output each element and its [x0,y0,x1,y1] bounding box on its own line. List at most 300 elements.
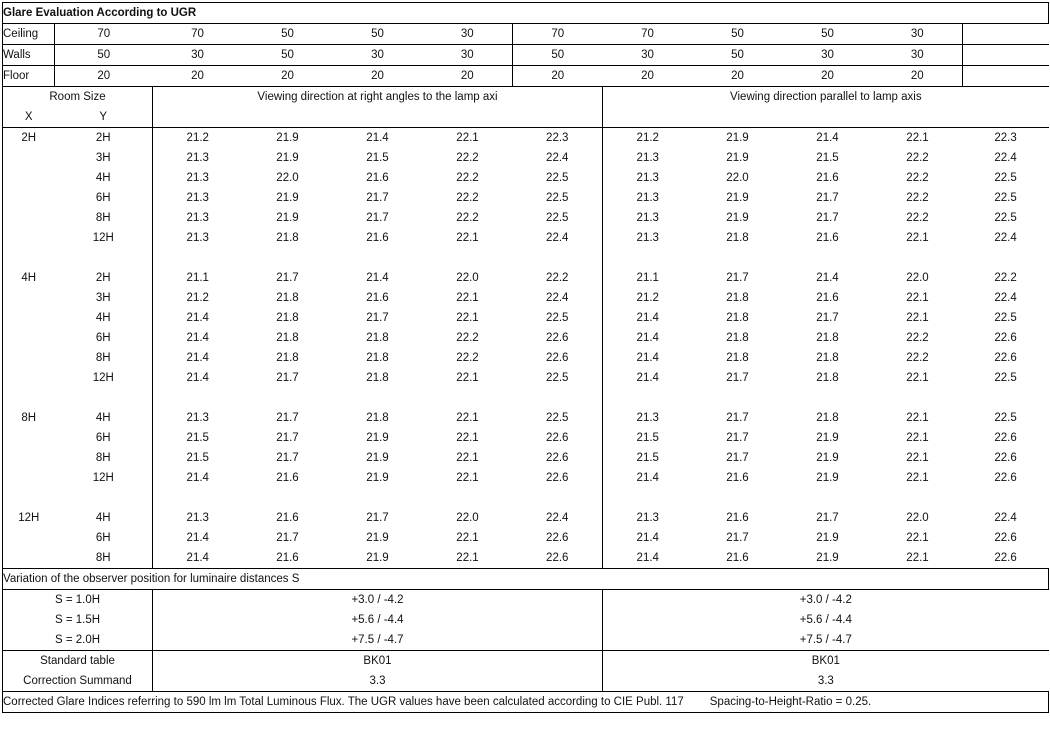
ugr-value-parallel: 22.1 [906,132,929,144]
ugr-value-parallel: 21.8 [726,292,749,304]
ugr-value-parallel: 21.2 [636,132,659,144]
ugr-value-parallel: 21.3 [636,192,659,204]
ugr-value-perpendicular: 21.9 [276,192,299,204]
ugr-value-perpendicular: 21.7 [276,432,299,444]
ugr-table [2,2,1049,713]
reflectance-value: 30 [873,24,963,45]
ugr-value-perpendicular [333,248,423,268]
reflectance-value: 50 [55,45,153,66]
ugr-value-parallel [603,388,693,408]
ugr-value-perpendicular: 21.3 [186,192,209,204]
ugr-value-perpendicular [513,248,603,268]
ugr-value-perpendicular: 22.5 [513,168,603,188]
ugr-value-perpendicular: 22.4 [513,228,603,248]
reflectance-value: 50 [513,45,603,66]
ugr-value-parallel: 22.1 [906,452,929,464]
reflectance-row-ceiling [3,24,1049,45]
reflectance-label: Walls [3,45,55,66]
footer-row [3,692,1049,713]
room-size-x [3,448,55,468]
ugr-value-perpendicular: 22.2 [513,268,603,288]
ugr-value-perpendicular: 22.1 [456,312,479,324]
ugr-value-perpendicular: 21.6 [366,292,389,304]
ugr-value-parallel: 22.1 [906,432,929,444]
correction-summand-row [3,671,1049,692]
ugr-value-perpendicular: 21.8 [276,312,299,324]
variation-label: S = 1.5H [3,610,153,630]
table-row [3,208,1049,228]
reflectance-value: 30 [423,45,513,66]
room-size-y [55,248,153,268]
standard-table-value-parallel: BK01 [603,651,1049,672]
variation-value-perpendicular: +5.6 / -4.4 [153,610,603,630]
ugr-value-parallel: 21.8 [726,312,749,324]
reflectance-value: 50 [243,45,333,66]
ugr-value-parallel: 21.4 [636,332,659,344]
ugr-value-perpendicular: 21.7 [276,272,299,284]
ugr-value-parallel: 22.2 [906,332,929,344]
ugr-value-parallel: 21.6 [816,292,839,304]
ugr-value-perpendicular [333,488,423,508]
ugr-value-perpendicular: 21.4 [366,272,389,284]
ugr-value-perpendicular: 21.9 [366,432,389,444]
standard-table-row [3,651,1049,672]
ugr-value-perpendicular: 21.3 [186,512,209,524]
ugr-value-parallel: 21.6 [816,172,839,184]
table-row [3,408,1049,428]
room-size-x [3,468,55,488]
ugr-value-perpendicular: 21.4 [366,132,389,144]
ugr-value-perpendicular: 22.2 [456,192,479,204]
ugr-value-parallel [603,248,693,268]
spacer-cell [963,24,1049,45]
ugr-value-parallel: 21.7 [726,432,749,444]
ugr-value-parallel: 22.1 [906,552,929,564]
ugr-value-perpendicular: 22.4 [513,508,603,528]
ugr-value-perpendicular [423,388,513,408]
ugr-value-perpendicular: 21.8 [276,352,299,364]
ugr-value-perpendicular: 21.5 [366,152,389,164]
room-size-x: 2H [3,128,55,149]
reflectance-value: 30 [783,45,873,66]
ugr-value-perpendicular: 21.3 [186,412,209,424]
reflectance-value: 70 [55,24,153,45]
ugr-value-parallel: 21.9 [726,212,749,224]
reflectance-value: 50 [693,45,783,66]
ugr-value-perpendicular: 21.4 [186,332,209,344]
group-header-perpendicular: Viewing direction at right angles to the lamp axi [153,87,603,108]
xy-header-spacer [513,107,603,128]
ugr-value-parallel: 21.7 [816,312,839,324]
ugr-value-perpendicular: 22.3 [513,128,603,149]
ugr-value-parallel: 21.6 [726,512,749,524]
ugr-value-parallel [963,248,1049,268]
ugr-value-parallel: 21.3 [636,232,659,244]
room-size-x [3,188,55,208]
ugr-value-parallel: 21.8 [726,352,749,364]
ugr-value-perpendicular: 21.7 [276,452,299,464]
ugr-value-parallel: 21.4 [636,532,659,544]
ugr-value-perpendicular: 22.1 [456,372,479,384]
correction-summand-value-perpendicular: 3.3 [153,671,603,692]
ugr-value-parallel: 21.3 [636,412,659,424]
room-size-x [3,288,55,308]
ugr-value-parallel: 21.8 [726,332,749,344]
ugr-value-perpendicular: 22.5 [513,408,603,428]
ugr-value-perpendicular [243,488,333,508]
room-size-x [3,548,55,569]
room-size-x [3,208,55,228]
xy-header-spacer [243,107,333,128]
ugr-value-perpendicular: 22.5 [513,188,603,208]
ugr-value-parallel: 21.7 [726,372,749,384]
variation-heading-row [3,569,1049,590]
ugr-value-perpendicular: 21.8 [276,332,299,344]
ugr-value-parallel: 22.5 [994,212,1017,224]
ugr-value-parallel: 22.2 [906,352,929,364]
ugr-value-perpendicular [513,488,603,508]
footer-note [3,692,1049,713]
ugr-value-perpendicular: 22.6 [513,328,603,348]
table-row [3,468,1049,488]
ugr-value-parallel: 22.6 [994,472,1017,484]
reflectance-value: 20 [783,66,873,87]
ugr-value-perpendicular: 21.8 [276,232,299,244]
title-row [3,3,1049,24]
table-row [3,528,1049,548]
ugr-value-perpendicular: 21.7 [366,312,389,324]
table-row [3,228,1049,248]
room-size-y: 8H [55,448,153,468]
room-size-y: 4H [55,408,153,428]
ugr-value-perpendicular: 22.2 [456,212,479,224]
ugr-value-perpendicular: 22.6 [513,468,603,488]
ugr-value-perpendicular: 21.6 [366,172,389,184]
standard-table-value-perpendicular: BK01 [153,651,603,672]
reflectance-value: 20 [243,66,333,87]
reflectance-value: 50 [243,24,333,45]
reflectance-value: 30 [873,45,963,66]
room-size-x [3,328,55,348]
room-size-y: 3H [55,148,153,168]
table-row [3,308,1049,328]
data-spacer-row [3,488,1049,508]
ugr-value-parallel: 21.9 [726,152,749,164]
room-size-x: 4H [3,268,55,288]
room-size-x [3,428,55,448]
ugr-value-perpendicular: 22.1 [456,452,479,464]
ugr-value-perpendicular [243,388,333,408]
ugr-value-parallel: 22.5 [994,172,1017,184]
ugr-value-perpendicular: 22.4 [513,288,603,308]
room-size-x [3,388,55,408]
ugr-value-parallel: 21.8 [816,352,839,364]
xy-header-spacer [423,107,513,128]
ugr-value-perpendicular: 22.2 [456,352,479,364]
ugr-value-parallel: 21.7 [816,512,839,524]
ugr-value-parallel: 21.3 [636,152,659,164]
ugr-value-parallel [783,488,873,508]
reflectance-value: 30 [603,45,693,66]
room-size-x [3,248,55,268]
ugr-value-perpendicular [333,388,423,408]
ugr-value-parallel: 21.4 [636,312,659,324]
ugr-value-perpendicular: 21.5 [186,432,209,444]
ugr-value-parallel: 22.2 [994,272,1017,284]
table-row [3,368,1049,388]
reflectance-label: Ceiling [3,24,55,45]
table-row [3,348,1049,368]
ugr-value-parallel: 21.3 [636,212,659,224]
xy-header-spacer [783,107,873,128]
ugr-value-parallel: 21.9 [816,552,839,564]
ugr-value-perpendicular: 22.6 [513,528,603,548]
ugr-value-parallel: 22.1 [906,472,929,484]
correction-summand-value-parallel: 3.3 [603,671,1049,692]
ugr-value-parallel [783,388,873,408]
room-size-x: 12H [3,508,55,528]
ugr-value-parallel [873,488,963,508]
ugr-value-parallel: 22.4 [994,152,1017,164]
ugr-value-perpendicular: 22.1 [456,472,479,484]
ugr-value-parallel: 21.5 [636,452,659,464]
reflectance-value: 70 [603,24,693,45]
room-size-y: 12H [55,468,153,488]
ugr-value-parallel: 22.0 [726,172,749,184]
table-row [3,148,1049,168]
ugr-value-parallel: 21.6 [726,552,749,564]
reflectance-value: 20 [423,66,513,87]
ugr-value-parallel: 22.5 [994,412,1017,424]
ugr-value-parallel: 22.5 [994,192,1017,204]
ugr-value-parallel: 22.5 [994,312,1017,324]
ugr-value-parallel: 21.9 [816,452,839,464]
table-row [3,268,1049,288]
variation-heading: Variation of the observer position for luminaire distances S [3,569,1049,590]
ugr-value-perpendicular: 21.7 [276,532,299,544]
table-row [3,548,1049,569]
reflectance-value: 20 [513,66,603,87]
ugr-value-parallel: 22.4 [994,512,1017,524]
variation-label: S = 2.0H [3,630,153,651]
reflectance-value: 30 [423,24,513,45]
variation-value-parallel: +7.5 / -4.7 [799,634,852,646]
ugr-value-parallel: 21.9 [726,132,749,144]
ugr-value-parallel: 21.4 [636,372,659,384]
room-size-x [3,348,55,368]
ugr-value-perpendicular: 22.5 [513,368,603,388]
footer-note-text: Corrected Glare Indices referring to 590 lm lm Total Luminous Flux. The UGR values have been calculated according to CIE Publ. 117 [3,696,684,708]
ugr-value-parallel: 21.8 [816,412,839,424]
ugr-value-perpendicular: 22.1 [456,232,479,244]
room-size-y: 4H [55,308,153,328]
ugr-value-parallel [693,388,783,408]
room-size-y: 8H [55,208,153,228]
table-row [3,188,1049,208]
ugr-value-parallel: 22.1 [906,312,929,324]
ugr-value-perpendicular: 21.6 [276,552,299,564]
ugr-value-parallel: 22.6 [994,552,1017,564]
ugr-value-perpendicular: 22.5 [513,208,603,228]
ugr-value-perpendicular: 21.4 [186,352,209,364]
ugr-value-perpendicular: 21.8 [366,352,389,364]
variation-row [3,610,1049,630]
reflectance-value: 30 [153,45,243,66]
ugr-value-perpendicular: 21.4 [186,312,209,324]
room-size-x [3,168,55,188]
reflectance-value: 70 [153,24,243,45]
ugr-value-perpendicular [243,248,333,268]
ugr-value-parallel: 21.9 [816,432,839,444]
ugr-value-perpendicular: 22.1 [456,432,479,444]
room-size-y: 3H [55,288,153,308]
ugr-value-perpendicular: 21.7 [366,192,389,204]
ugr-value-perpendicular: 21.7 [276,412,299,424]
ugr-value-parallel: 22.6 [994,452,1017,464]
standard-table-label: Standard table [3,651,153,672]
ugr-value-parallel: 21.1 [636,272,659,284]
ugr-value-parallel: 21.9 [726,192,749,204]
reflectance-value: 50 [783,24,873,45]
ugr-value-perpendicular: 22.0 [456,512,479,524]
ugr-value-perpendicular: 21.3 [186,152,209,164]
ugr-value-parallel [963,488,1049,508]
reflectance-row-walls [3,45,1049,66]
data-spacer-row [3,248,1049,268]
ugr-value-perpendicular: 21.8 [366,412,389,424]
xy-header-row [3,107,1049,128]
ugr-value-perpendicular: 22.6 [513,548,603,569]
ugr-value-perpendicular: 21.8 [366,332,389,344]
ugr-value-parallel: 21.4 [636,352,659,364]
reflectance-value: 20 [333,66,423,87]
ugr-value-parallel: 21.8 [726,232,749,244]
ugr-value-parallel: 21.7 [726,532,749,544]
ugr-value-perpendicular: 22.2 [456,152,479,164]
ugr-value-parallel: 22.2 [906,212,929,224]
report-title: Glare Evaluation According to UGR [3,3,1049,24]
xy-header-spacer [963,107,1049,128]
ugr-value-perpendicular: 21.3 [186,172,209,184]
ugr-value-parallel [783,248,873,268]
ugr-value-perpendicular: 22.1 [456,552,479,564]
ugr-value-parallel [873,388,963,408]
ugr-value-parallel: 21.4 [816,272,839,284]
ugr-value-parallel: 22.6 [994,432,1017,444]
ugr-value-parallel: 22.0 [906,512,929,524]
ugr-value-perpendicular: 22.6 [513,348,603,368]
xy-header-spacer [873,107,963,128]
ugr-value-parallel: 22.0 [906,272,929,284]
variation-value-perpendicular: +3.0 / -4.2 [153,590,603,611]
ugr-value-perpendicular: 21.2 [186,132,209,144]
table-row [3,288,1049,308]
reflectance-value: 50 [333,24,423,45]
reflectance-value: 20 [55,66,153,87]
y-header: Y [55,107,153,128]
ugr-value-parallel: 22.1 [906,232,929,244]
ugr-value-perpendicular: 21.3 [186,212,209,224]
ugr-value-parallel [693,488,783,508]
ugr-value-perpendicular [153,248,243,268]
room-size-y: 4H [55,168,153,188]
ugr-value-parallel: 21.7 [816,212,839,224]
ugr-value-parallel: 22.4 [994,232,1017,244]
ugr-value-perpendicular: 21.6 [276,512,299,524]
room-size-y: 2H [55,128,153,149]
ugr-value-perpendicular: 21.8 [366,372,389,384]
ugr-value-parallel: 21.7 [816,192,839,204]
ugr-value-perpendicular: 21.2 [186,292,209,304]
ugr-value-parallel: 21.7 [726,272,749,284]
variation-value-parallel: +3.0 / -4.2 [799,594,852,606]
table-row [3,168,1049,188]
spacer-cell [963,66,1049,87]
table-row [3,428,1049,448]
ugr-value-parallel: 22.5 [994,372,1017,384]
ugr-value-parallel: 21.6 [726,472,749,484]
ugr-value-perpendicular [423,248,513,268]
ugr-value-perpendicular: 22.0 [456,272,479,284]
room-size-header: Room Size [3,87,153,108]
ugr-value-parallel: 21.8 [816,372,839,384]
ugr-value-parallel: 21.6 [816,232,839,244]
ugr-value-parallel: 22.6 [994,332,1017,344]
reflectance-value: 30 [333,45,423,66]
ugr-value-parallel: 21.7 [726,412,749,424]
ugr-value-parallel: 22.1 [906,532,929,544]
reflectance-value: 70 [513,24,603,45]
variation-row [3,630,1049,651]
ugr-value-perpendicular: 21.9 [276,152,299,164]
ugr-value-parallel: 21.7 [726,452,749,464]
ugr-value-parallel: 22.2 [906,192,929,204]
ugr-value-perpendicular: 21.6 [276,472,299,484]
room-size-y [55,388,153,408]
correction-summand-label: Correction Summand [3,671,153,692]
x-header: X [3,107,55,128]
variation-label: S = 1.0H [3,590,153,611]
reflectance-value: 20 [153,66,243,87]
ugr-value-perpendicular [423,488,513,508]
ugr-value-parallel: 22.6 [994,352,1017,364]
ugr-value-perpendicular: 21.9 [366,532,389,544]
ugr-value-perpendicular: 21.8 [276,292,299,304]
ugr-value-perpendicular: 21.6 [366,232,389,244]
room-size-x: 8H [3,408,55,428]
room-size-y: 6H [55,188,153,208]
room-size-x [3,228,55,248]
room-size-y: 8H [55,348,153,368]
xy-header-spacer [333,107,423,128]
ugr-value-perpendicular: 22.2 [456,332,479,344]
ugr-value-perpendicular: 22.4 [513,148,603,168]
ugr-value-parallel: 21.3 [636,512,659,524]
xy-header-spacer [603,107,693,128]
table-row [3,128,1049,149]
ugr-value-parallel: 22.1 [906,412,929,424]
ugr-value-parallel: 22.1 [906,372,929,384]
ugr-value-parallel: 21.9 [816,532,839,544]
group-header-parallel: Viewing direction parallel to lamp axis [730,91,922,103]
xy-header-spacer [693,107,783,128]
ugr-value-parallel [603,488,693,508]
ugr-value-perpendicular: 21.4 [186,472,209,484]
ugr-value-perpendicular: 21.1 [186,272,209,284]
ugr-value-perpendicular [513,388,603,408]
room-size-y: 12H [55,368,153,388]
room-size-y: 12H [55,228,153,248]
